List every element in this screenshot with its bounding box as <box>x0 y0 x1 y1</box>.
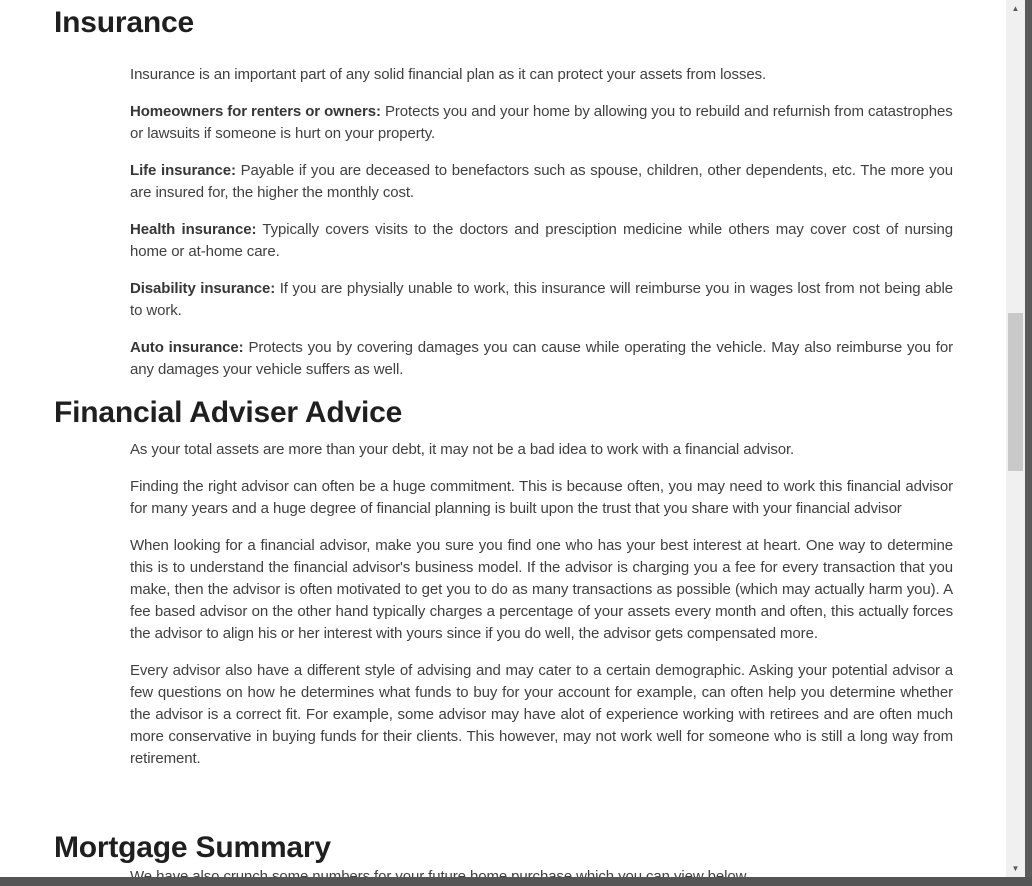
paragraph-health-insurance <box>130 219 953 263</box>
paragraph-text: When looking for a financial advisor, make you sure you find one who has your best interest at heart. One way to determine this is to understand the financial advisor's business model. If the advisor is charging you a fee for every transaction that you make, then the advisor is often motivated to get you to do as many transactions as possible (which may actually harm you). A fee based advisor on the other hand typically charges a percentage of your assets every month and often, this actually forces the advisor to align his or her interest with yours since if you do well, the advisor gets compensated more. <box>130 537 953 642</box>
section-heading-mortgage-summary: Mortgage Summary <box>54 831 331 864</box>
section-financial-adviser-advice <box>0 395 1006 830</box>
paragraph-text: Every advisor also have a different style of advising and may cater to a certain demographic. Asking your potential advisor a few questions on how he determines what funds to buy for your account for example, can often help you determine whether the advisor is a correct fit. For example, some advisor may have alot of experience working with retirees and are often much more conservative in buying funds for their clients. This however, may not work well for someone who is still a long way from retirement. <box>130 662 953 767</box>
paragraph-disability-insurance <box>130 278 953 322</box>
paragraph-insurance-intro <box>130 64 953 86</box>
term-label-life: Life insurance: <box>130 162 236 179</box>
term-label-health: Health insurance: <box>130 221 257 238</box>
paragraph-advisor-business-model <box>130 535 953 645</box>
paragraph-text: Protects you and your home by allowing you to rebuild and refurnish from catastrophes or lawsuits if someone is hurt on your property. <box>130 103 953 142</box>
window-right-edge <box>1025 0 1032 886</box>
scroll-down-arrow-icon[interactable]: ▼ <box>1011 864 1020 873</box>
paragraph-text: If you are physially unable to work, this insurance will reimburse you in wages lost from not being able to work. <box>130 280 953 319</box>
term-label-homeowners: Homeowners for renters or owners: <box>130 103 381 120</box>
paragraph-text: Typically covers visits to the doctors and presciption medicine while others may cover cost of nursing home or at-home care. <box>130 221 954 260</box>
paragraph-text: Payable if you are deceased to benefactors such as spouse, children, other dependents, etc. The more you are insured for, the higher the monthly cost. <box>130 162 953 201</box>
paragraph-text: As your total assets are more than your debt, it may not be a bad idea to work with a financial advisor. <box>130 441 795 458</box>
section-heading-financial-adviser-advice: Financial Adviser Advice <box>54 396 403 429</box>
window-bottom-edge <box>0 877 1032 886</box>
paragraph-finding-advisor <box>130 476 953 520</box>
vertical-scrollbar-track[interactable] <box>1006 0 1025 886</box>
vertical-scrollbar-thumb[interactable] <box>1008 313 1023 471</box>
term-label-disability: Disability insurance: <box>130 280 276 297</box>
section-insurance <box>0 0 1006 395</box>
paragraph-text: Finding the right advisor can often be a huge commitment. This is because often, you may need to work this financial advisor for many years and a huge degree of financial planning is built upon the trust that you share with your financial advisor <box>130 478 953 517</box>
section-heading-insurance: Insurance <box>54 6 194 39</box>
paragraph-advisor-style <box>130 660 953 770</box>
paragraph-text: Insurance is an important part of any solid financial plan as it can protect your assets from losses. <box>130 66 767 83</box>
paragraph-homeowners-insurance <box>130 101 953 145</box>
paragraph-auto-insurance <box>130 337 953 381</box>
term-label-auto: Auto insurance: <box>130 339 244 356</box>
paragraph-advisor-intro <box>130 439 953 461</box>
paragraph-text: Protects you by covering damages you can cause while operating the vehicle. May also reimburse you for any damages your vehicle suffers as well. <box>130 339 953 378</box>
scroll-up-arrow-icon[interactable]: ▲ <box>1011 4 1020 13</box>
paragraph-life-insurance <box>130 160 953 204</box>
